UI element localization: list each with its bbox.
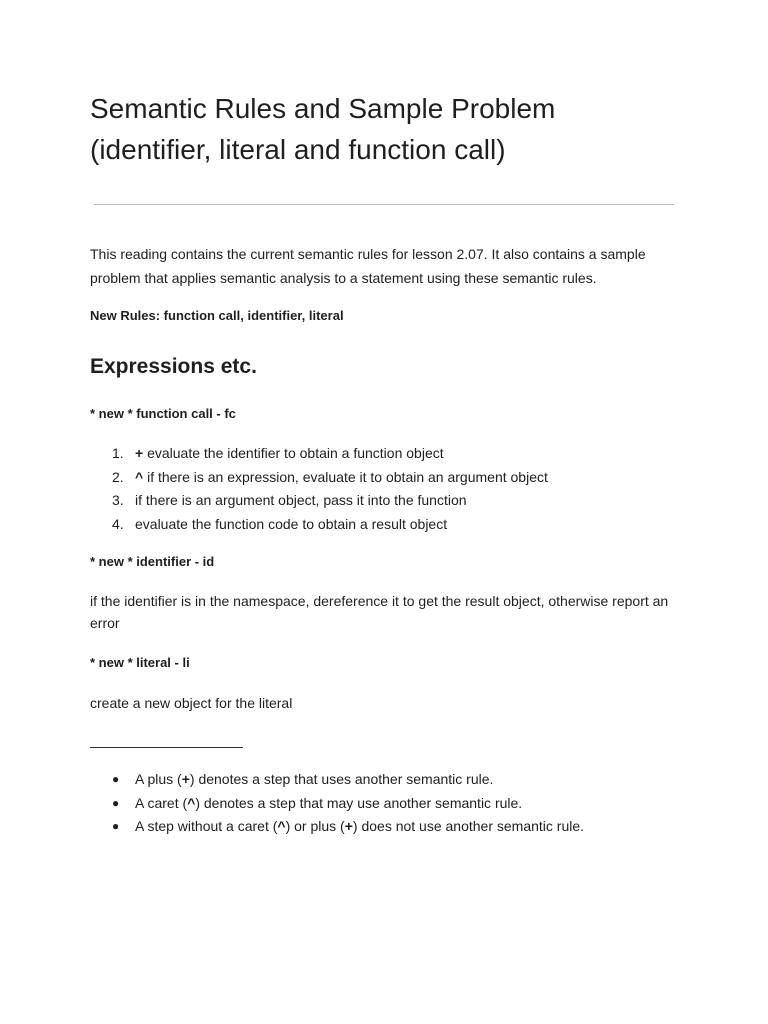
function-call-steps <box>90 442 548 536</box>
list-item <box>90 815 584 839</box>
note-text: A step without a caret ( <box>135 818 278 834</box>
literal-heading: * new * literal - li <box>90 655 190 670</box>
list-item <box>90 792 584 816</box>
list-item <box>90 466 548 490</box>
step-text: evaluate the function code to obtain a result object <box>135 515 448 532</box>
bullet-icon: ● <box>112 819 120 833</box>
note-symbol: ^ <box>277 818 286 834</box>
step-number: 1. <box>112 445 124 461</box>
step-number: 4. <box>112 515 124 532</box>
identifier-heading: * new * identifier - id <box>90 554 215 569</box>
step-text: if there is an argument object, pass it into the function <box>135 492 467 508</box>
function-call-heading: * new * function call - fc <box>90 406 236 421</box>
literal-text: create a new object for the literal <box>90 695 293 711</box>
step-text: if there is an expression, evaluate it to obtain an argument object <box>143 468 548 485</box>
new-rules-label: New Rules: function call, identifier, literal <box>90 308 344 323</box>
step-text: evaluate the identifier to obtain a function object <box>143 445 444 461</box>
note-text: ) or plus ( <box>285 818 345 834</box>
list-item <box>90 768 584 792</box>
footnote-divider <box>90 747 243 748</box>
note-text: A plus ( <box>135 771 182 787</box>
bullet-icon: ● <box>112 795 120 810</box>
step-number: 2. <box>112 468 124 485</box>
list-item <box>90 513 548 537</box>
note-symbol: ^ <box>187 794 196 811</box>
note-symbol: + <box>344 818 353 834</box>
note-text: ) denotes a step that uses another semantic rule. <box>189 771 494 787</box>
note-text: ) does not use another semantic rule. <box>352 818 585 834</box>
bullet-icon: ● <box>112 772 120 786</box>
section-heading: Expressions etc. <box>90 355 257 378</box>
title-divider <box>94 204 674 205</box>
legend-notes <box>90 768 584 839</box>
page-title-line-1: Semantic Rules and Sample Problem <box>90 93 556 124</box>
intro-paragraph: This reading contains the current semantic rules for lesson 2.07. It also contains a sample problem that applies semantic analysis to a statement using these semantic rules. <box>90 246 646 286</box>
note-symbol: + <box>181 771 190 787</box>
note-text: A caret ( <box>135 794 188 811</box>
page-title-line-2: (identifier, literal and function call) <box>90 134 506 165</box>
note-text: ) denotes a step that may use another semantic rule. <box>195 794 523 811</box>
step-marker: + <box>135 445 144 461</box>
step-marker: ^ <box>135 468 144 485</box>
list-item <box>90 489 548 513</box>
list-item <box>90 442 548 466</box>
step-number: 3. <box>112 492 124 508</box>
identifier-text: if the identifier is in the namespace, dereference it to get the result object, otherwise report an error <box>90 593 669 631</box>
page-title <box>90 88 690 170</box>
